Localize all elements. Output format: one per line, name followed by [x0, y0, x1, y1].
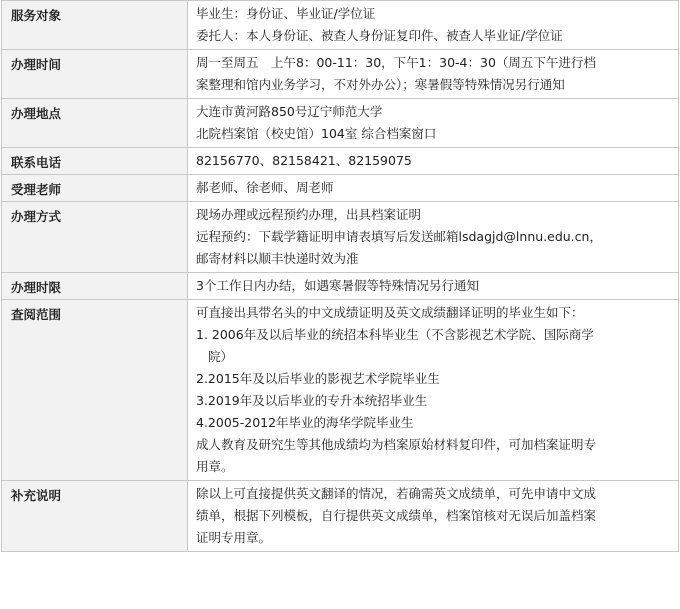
- info-table: [1, 0, 679, 552]
- content-line: 用章。: [196, 459, 234, 474]
- row-label: 联系电话: [2, 148, 188, 175]
- content-line: 除以上可直接提供英文翻译的情况，若确需英文成绩单，可先申请中文成: [196, 486, 597, 501]
- row-label: 查阅范围: [2, 300, 188, 481]
- content-line: 成人教育及研究生等其他成绩均为档案原始材料复印件，可加档案证明专: [196, 437, 597, 452]
- content-line: 毕业生：身份证、毕业证/学位证: [196, 6, 376, 21]
- row-content: [188, 300, 679, 481]
- row-label: 受理老师: [2, 175, 188, 202]
- content-line: 周一至周五 上午8：00-11：30，下午1：30-4：30（周五下午进行档: [196, 55, 596, 70]
- row-label: 办理时间: [2, 50, 188, 99]
- content-line: 3个工作日内办结，如遇寒暑假等特殊情况另行通知: [196, 278, 479, 293]
- content-line: 绩单，根据下列模板，自行提供英文成绩单，档案馆核对无误后加盖档案: [196, 508, 597, 523]
- content-line: 邮寄材料以顺丰快递时效为准: [196, 251, 359, 266]
- table-row: [2, 1, 679, 50]
- row-content: [188, 481, 679, 552]
- table-row: [2, 148, 679, 175]
- table-row: [2, 300, 679, 481]
- content-line: 可直接出具带名头的中文成绩证明及英文成绩翻译证明的毕业生如下：: [196, 305, 584, 320]
- row-label: 服务对象: [2, 1, 188, 50]
- content-line: 现场办理或远程预约办理，出具档案证明: [196, 207, 422, 222]
- content-line: 郝老师、徐老师、周老师: [196, 180, 334, 195]
- row-content: [188, 273, 679, 300]
- row-content: [188, 50, 679, 99]
- row-content: [188, 99, 679, 148]
- row-label: 办理时限: [2, 273, 188, 300]
- table-row: [2, 175, 679, 202]
- row-content: [188, 1, 679, 50]
- list-item: 4.2005-2012年毕业的海华学院毕业生: [196, 415, 414, 430]
- content-line: 证明专用章。: [196, 530, 272, 545]
- content-line: 大连市黄河路850号辽宁师范大学: [196, 104, 383, 119]
- content-line: 远程预约：下载学籍证明申请表填写后发送邮箱lsdagjd@lnnu.edu.cn，: [196, 229, 602, 244]
- content-line: 委托人：本人身份证、被查人身份证复印件、被查人毕业证/学位证: [196, 28, 563, 43]
- content-line: 案整理和馆内业务学习，不对外办公）；寒暑假等特殊情况另行通知: [196, 77, 565, 92]
- row-content: [188, 202, 679, 273]
- row-label: 办理方式: [2, 202, 188, 273]
- list-item: 2.2015年及以后毕业的影视艺术学院毕业生: [196, 371, 440, 386]
- list-item: 1. 2006年及以后毕业的统招本科毕业生（不含影视艺术学院、国际商学: [196, 327, 594, 342]
- content-line: 北院档案馆（校史馆）104室 综合档案窗口: [196, 126, 437, 141]
- table-row: [2, 202, 679, 273]
- row-content: [188, 148, 679, 175]
- table-row: [2, 481, 679, 552]
- table-row: [2, 273, 679, 300]
- list-item: 3.2019年及以后毕业的专升本统招毕业生: [196, 393, 428, 408]
- row-label: 补充说明: [2, 481, 188, 552]
- table-row: [2, 99, 679, 148]
- list-item: 院）: [208, 349, 234, 364]
- phone-numbers: 82156770、82158421、82159075: [196, 153, 412, 168]
- row-content: [188, 175, 679, 202]
- table-row: [2, 50, 679, 99]
- row-label: 办理地点: [2, 99, 188, 148]
